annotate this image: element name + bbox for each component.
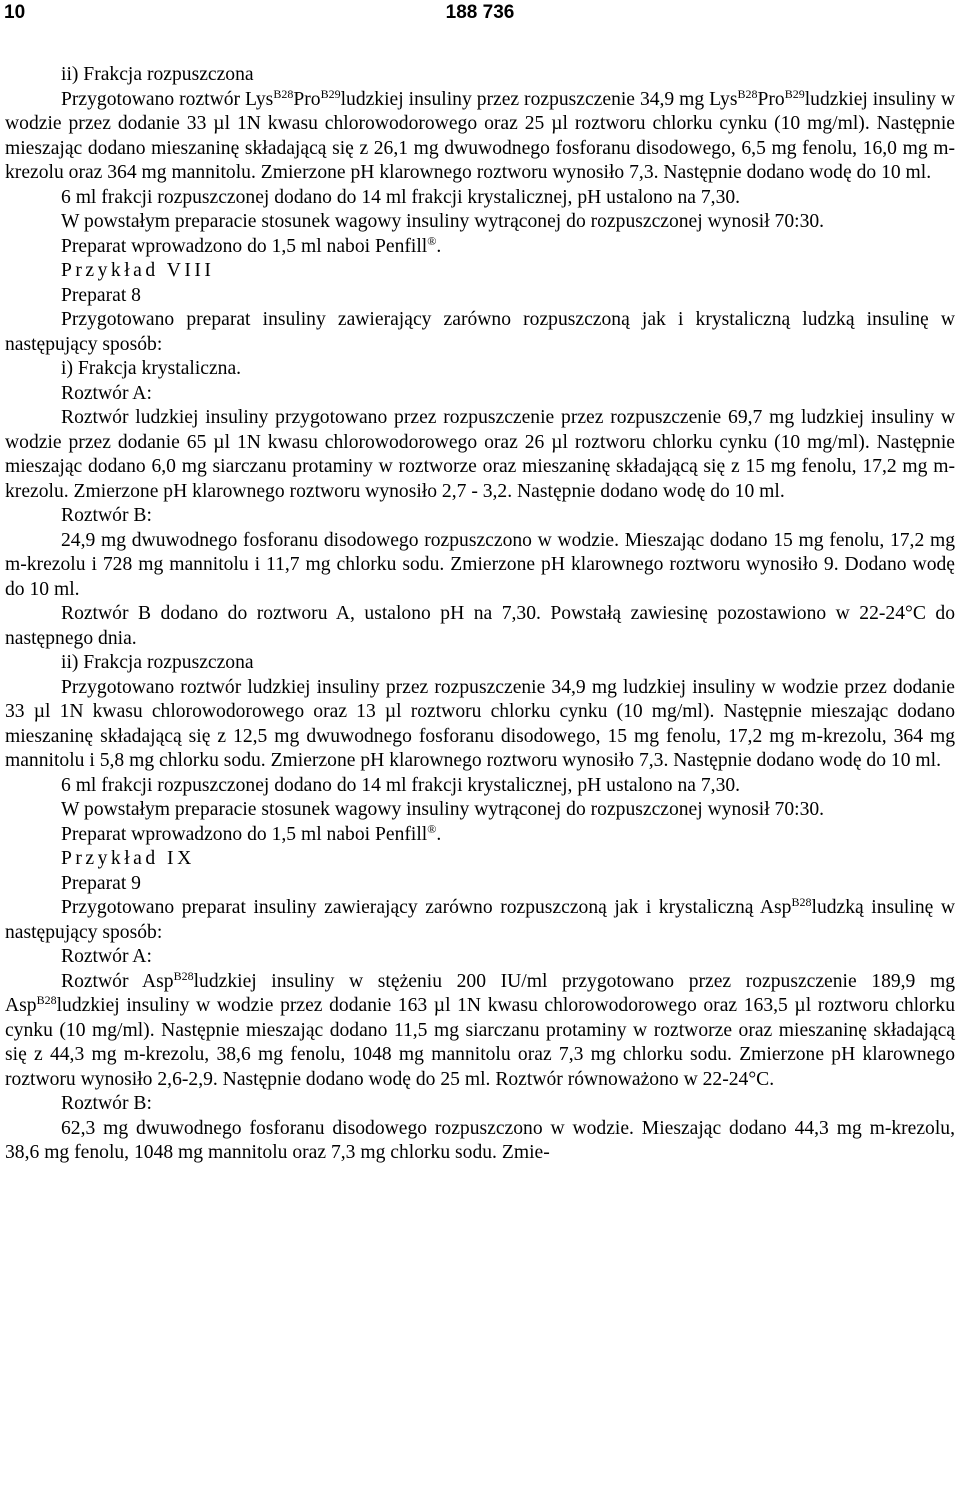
paragraph: W powstałym preparacie stosunek wagowy insuliny wytrąconej do rozpuszczonej wynosił 70:30. (61, 799, 825, 820)
paragraph: Przygotowano roztwór Lys$^{B28}$Pro$^{B29}$ludzkiej insuliny przez rozpuszczenie 34,9 mg Lys$^{B28}$Pro$^{B29}$ludzkiej insuliny w wodzie przez dodanie 33 µl 1N kwasu chlorowodorowego oraz 25 µl roztworu chlorku cynku (10 mg/ml). Następnie mieszając dodano mieszaninę składającą się z 26,1 mg dwuwodnego fosforanu disodowego, 6,5 mg fenolu, 16,0 mg m-krezolu oraz 364 mg mannitolu. Zmierzone pH klarownego roztworu wynosiło 7,3. Następnie dodano wodę do 10 ml. (5, 86, 955, 183)
paragraph: 62,3 mg dwuwodnego fosforanu disodowego rozpuszczono w wodzie. Mieszając dodano 44,3 mg m-krezolu, 38,6 mg fenolu, 1048 mg mannitolu oraz 7,3 mg chlorku sodu. Zmie- (5, 1117, 955, 1163)
section-heading: i) Frakcja krystaliczna. (61, 358, 242, 379)
paragraph: Roztwór ludzkiej insuliny przygotowano przez rozpuszczenie przez rozpuszczenie 69,7 mg ludzkiej insuliny w wodzie przez dodanie 65 µl 1N kwasu chlorowodorowego oraz 26 µl roztworu chlorku cynku (10 mg/ml). Następnie mieszając dodano 6,0 mg siarczanu protaminy w roztworze oraz mieszaninę składającą się z 15 mg fenolu, 17,2 mg m-krezolu. Zmierzone pH klarownego roztworu wynosiło 2,7 - 3,2. Następnie dodano wodę do 10 ml. (5, 407, 955, 502)
page-header (0, 2, 960, 28)
paragraph: 6 ml frakcji rozpuszczonej dodano do 14 ml frakcji krystalicznej, pH ustalono na 7,30. (61, 774, 741, 796)
paragraph: 24,9 mg dwuwodnego fosforanu disodowego rozpuszczono w wodzie. Mieszając dodano 15 mg fenolu, 17,2 mg m-krezolu i 728 mg mannitolu i 11,7 mg chlorku sodu. Zmierzone pH klarownego roztworu wynosiło 9. Dodano wodę do 10 ml. (5, 529, 955, 600)
paragraph: W powstałym preparacie stosunek wagowy insuliny wytrąconej do rozpuszczonej wynosił 70:30. (61, 211, 825, 232)
preparation-heading: Preparat 8 (61, 284, 141, 306)
section-heading: ii) Frakcja rozpuszczona (61, 64, 254, 85)
paragraph: Roztwór B dodano do roztworu A, ustalono pH na 7,30. Powstałą zawiesinę pozostawiono w 22-24°C do następnego dnia. (5, 603, 955, 649)
solution-heading: Roztwór A: (61, 382, 152, 404)
solution-heading: Roztwór B: (61, 505, 152, 526)
section-heading: ii) Frakcja rozpuszczona (61, 652, 254, 673)
preparation-heading: Preparat 9 (61, 872, 141, 894)
example-heading: Przykład IX (61, 848, 195, 869)
paragraph: Preparat wprowadzono do 1,5 ml naboi Penfill®. (61, 821, 442, 845)
solution-heading: Roztwór B: (61, 1093, 152, 1114)
example-heading: Przykład VIII (61, 260, 215, 281)
paragraph: Preparat wprowadzono do 1,5 ml naboi Penfill®. (61, 233, 442, 257)
paragraph: Roztwór Asp$^{B28}$ludzkiej insuliny w stężeniu 200 IU/ml przygotowano przez rozpuszczenie 189,9 mg Asp$^{B28}$ludzkiej insuliny w wodzie przez dodanie 163 µl 1N kwasu chlorowodorowego oraz 163,5 µl roztworu chlorku cynku (10 mg/ml). Następnie mieszając dodano 11,5 mg siarczanu protaminy w roztworze oraz mieszaninę składającą się z 44,3 mg m-krezolu, 38,6 mg fenolu, 1048 mg mannitolu oraz 7,3 mg chlorku sodu. Zmierzone pH klarownego roztworu wynosiło 2,6-2,9. Następnie dodano wodę do 25 ml. Roztwór równoważono w 22-24°C. (5, 968, 955, 1090)
page-number: 10 (4, 2, 26, 23)
paragraph: Przygotowano preparat insuliny zawierający zarówno rozpuszczoną jak i krystaliczną ludzką insulinę w następujący sposób: (5, 309, 955, 355)
document-number: 188 736 (445, 2, 515, 23)
paragraph: Przygotowano preparat insuliny zawierający zarówno rozpuszczoną jak i krystaliczną Asp$^{B28}$ludzką insulinę w następujący sposób: (5, 895, 955, 943)
paragraph: 6 ml frakcji rozpuszczonej dodano do 14 ml frakcji krystalicznej, pH ustalono na 7,30. (61, 186, 741, 208)
paragraph: Przygotowano roztwór ludzkiej insuliny przez rozpuszczenie 34,9 mg ludzkiej insuliny w wodzie przez dodanie 33 µl 1N kwasu chlorowodorowego oraz 13 µl roztworu chlorku cynku (10 mg/ml). Następnie mieszając dodano mieszaninę składającą się z 12,5 mg dwuwodnego fosforanu disodowego, 15 mg fenolu, 17,2 mg m-krezolu, 364 mg mannitolu i 5,8 mg chlorku sodu. Zmierzone pH klarownego roztworu wynosiło 7,3. Następnie dodano wodę do 10 ml. (5, 676, 955, 771)
document-body (5, 63, 955, 1166)
solution-heading: Roztwór A: (61, 946, 152, 967)
